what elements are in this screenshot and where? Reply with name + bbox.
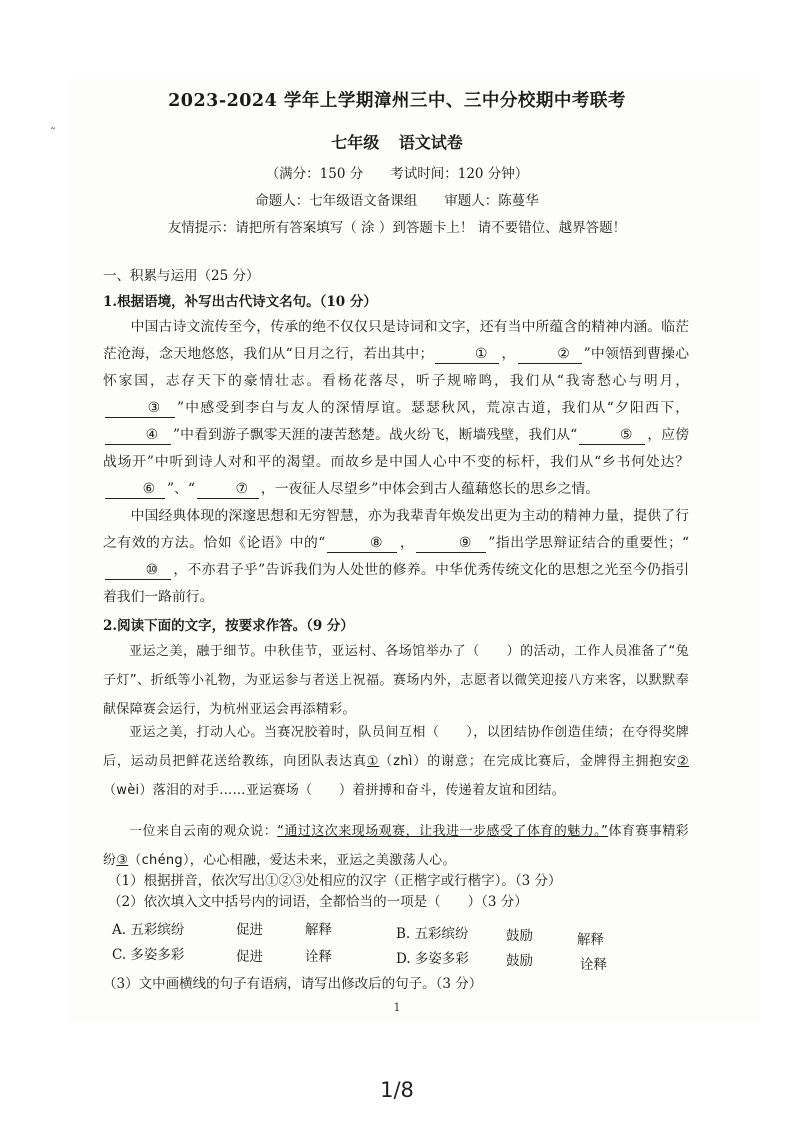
margin-mark: ˜ xyxy=(50,126,56,140)
authors-info: 命题人：七年级语文备课组 审题人：陈蔓华 xyxy=(255,193,539,209)
q2-sub3: （3）文中画横线的句子有语病，请写出修改后的句子。（3 分） xyxy=(103,976,483,992)
subject-label: 语文试卷 xyxy=(398,133,463,152)
exam-title: 2023-2024 学年上学期漳州三中、三中分校期中考联考 xyxy=(168,91,626,111)
underlined-sentence: “通过这次来现场观赛，让我进一步感受了体育的魅力。” xyxy=(277,824,609,839)
blank-7: ⑦ xyxy=(197,480,259,499)
q1-paragraph-2: 中国经典体现的深邃思想和无穷智慧，亦为我辈青年焕发出更为主动的精神力量，提供了行之有效的方法。恰如《论语》中的“ ⑧ ， ⑨ ”指出学思辩证结合的重要性；“⑩ ，不亦君子乎”告诉我们为人处世的修养。中华优秀传统文化的思想之光至今仍指引着我们一路前行。 xyxy=(103,508,690,605)
grade-label: 七年级 xyxy=(331,133,380,152)
blank-10: ⑩ xyxy=(105,561,171,580)
pinyin-1: （zhì） xyxy=(379,754,428,769)
blank-6: ⑥ xyxy=(105,480,165,499)
q2-paragraph-3: 一位来自云南的观众说：“通过这次来现场观赛，让我进一步感受了体育的魅力。”体育赛事精彩纷③（chéng），心心相融，爱达未来，亚运之美激荡人心。 xyxy=(103,824,689,868)
marker-2: ② xyxy=(677,754,689,769)
q2-sub2: （2）依次填入文中括号内的词语，全都恰当的一项是（ ）（3 分） xyxy=(108,894,528,910)
q1-heading: 1.根据语境，补写出古代诗文名句。（10 分） xyxy=(103,294,377,310)
pinyin-2: （wèi） xyxy=(103,783,153,798)
blank-9: ⑨ xyxy=(416,534,486,553)
page-indicator: 1/8 xyxy=(380,1078,414,1102)
tip-info: 友情提示：请把所有答案填写（ 涂 ）到答题卡上！ 请不要错位、越界答题！ xyxy=(167,220,627,236)
blank-1: ① xyxy=(435,345,499,364)
blank-8: ⑧ xyxy=(327,534,397,553)
exam-subtitle xyxy=(0,130,794,153)
q2-heading: 2.阅读下面的文字，按要求作答。（9 分） xyxy=(103,618,354,634)
blank-2: ② xyxy=(518,345,582,364)
q2-sub1: （1）根据拼音，依次写出①②③处相应的汉字（正楷字或行楷字）。（3 分） xyxy=(108,873,562,889)
page-number: 1 xyxy=(393,1001,401,1014)
q1-paragraph-1: 中国古诗文流传至今，传承的绝不仅仅只是诗词和文字，还有当中所蕴含的精神内涵。临茫茫沧海，念天地悠悠，我们从“日月之行，若出其中； ① ， ② ”中领悟到曹操心怀家国，志存天下的豪情壮志。看杨花落尽，听子规啼鸣，我们从“我寄愁心与明月，③ ”中感受到李白与友人的深情厚谊。瑟瑟秋风，荒凉古道，我们从“夕阳西下，④ ”中看到游子飘零天涯的凄苦愁楚。战火纷飞，断墙残壁，我们从“ ⑤ ，应傍战场开”中听到诗人对和平的渴望。而故乡是中国人心中不变的标杆，我们从“乡书何处达？⑥ ”、“ ⑦ ，一夜征人尽望乡”中体会到古人蕴藉悠长的思乡之情。 xyxy=(103,319,690,497)
pinyin-3: （chéng） xyxy=(128,853,190,868)
blank-5: ⑤ xyxy=(579,426,645,445)
marker-1: ① xyxy=(366,754,380,769)
marker-3: ③ xyxy=(116,853,129,868)
q2-paragraph-1: 亚运之美，融于细节。中秋佳节，亚运村、各场馆举办了（ ）的活动，工作人员准备了“兔子灯”、折纸等小礼物，为亚运参与者送上祝福。赛场内外，志愿者以微笑迎接八方来客，以默默奉献保障赛会运行，为杭州亚运会再添精彩。 xyxy=(103,644,689,717)
section1-heading: 一、积累与运用（25 分） xyxy=(103,268,260,284)
blank-4: ④ xyxy=(105,426,171,445)
score-time-info: （满分：150 分 考试时间：120 分钟） xyxy=(265,166,529,182)
q2-paragraph-2: 亚运之美，打动人心。当赛况胶着时，队员间互相（ ），以团结协作创造佳绩；在夺得奖牌后，运动员把鲜花送给教练，向团队表达真①（zhì）的谢意；在完成比赛后，金牌得主拥抱安②（wèi）落泪的对手……亚运赛场（ ）着拼搏和奋斗，传递着友谊和团结。 xyxy=(103,725,689,798)
blank-3: ③ xyxy=(105,399,175,418)
